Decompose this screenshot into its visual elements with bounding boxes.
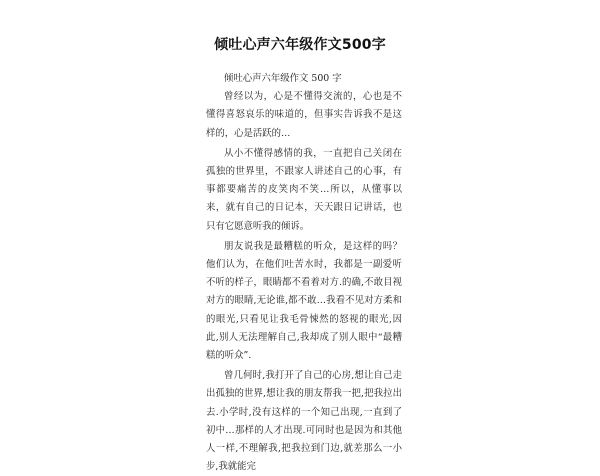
paragraph: 朋友说我是最糟糕的听众，是这样的吗？他们认为，在他们吐苦水时，我都是一副爱听不听的样子，眼睛都不看着对方.的确,不敢目视对方的眼睛,无论谁,都不敢…我看不见对方柔和的眼光,只看见让我毛骨悚然的怒视的眼光,因此,别人无法理解自己,我却成了别人眼中“最糟糕的听众”. <box>206 240 402 362</box>
paragraph: 从小不懂得感情的我，一直把自己关闭在孤独的世界里，不跟家人讲述自己的心事，有事都要痛苦的皮笑肉不笑…所以，从懂事以来，就有自己的日记本，天天跟日记讲话，也只有它愿意听我的倾诉。 <box>206 147 402 232</box>
paragraph: 曾经以为，心是不懂得交流的，心也是不懂得喜怒哀乐的味道的，但事实告诉我不是这样的，心是活跃的… <box>206 91 402 139</box>
paragraph: 曾几何时,我打开了自己的心房,想让自己走出孤独的世界,想让我的朋友帮我一把,把我拉出去.小学时,没有这样的一个知己出现,一直到了初中…那样的人才出现.可同时也是因为和其他人一样,不理解我,把我拉到门边,就差那么一小步,我就能完 <box>206 370 402 473</box>
document-subtitle: 倾吐心声六年级作文 500 字 <box>224 73 342 84</box>
document-body <box>206 70 402 476</box>
document-title: 倾吐心声六年级作文500字 <box>214 37 386 53</box>
